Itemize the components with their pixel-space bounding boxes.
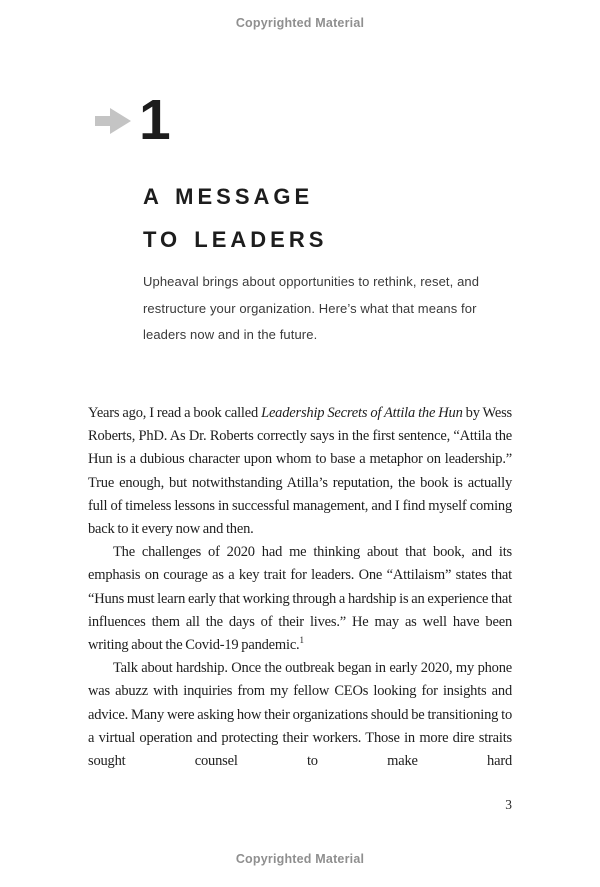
chapter-title-line2: TO LEADERS (143, 226, 328, 252)
page-number: 3 (505, 797, 512, 812)
paragraph-2-text: The challenges of 2020 had me thinking about that book, and its emphasis on courage as a key trait for leaders. One “Attilaism” states that “Huns must learn early that working through a hardship is an experience that influences them all the days of their lives.” He may as well have been writing about the Covid-19 pandemic. (88, 544, 512, 654)
paragraph-1-text-pre: Years ago, I read a book called (88, 405, 262, 421)
book-title-italic: Leadership Secrets of Attila the Hun (261, 405, 463, 421)
right-arrow-icon (95, 107, 131, 135)
chapter-number: 1 (139, 88, 171, 152)
paragraph-2 (88, 541, 512, 657)
chapter-title (143, 176, 327, 261)
paragraph-1 (88, 402, 512, 541)
paragraph-1-text-post: by Wess Roberts, PhD. As Dr. Roberts correctly says in the first sentence, “Attila the Hun is a dubious character upon whom to base a metaphor on leadership.” True enough, but notwithstanding Atilla’s reputation, the book is actually full of timeless lessons in successful management, and I find myself coming back to it every now and then. (88, 405, 513, 538)
copyright-notice-bottom: Copyrighted Material (235, 852, 365, 866)
copyright-notice-top: Copyrighted Material (235, 16, 365, 30)
chapter-intro: Upheaval brings about opportunities to rethink, reset, and restructure your organization. Here’s what that means for leaders now and in the future. (143, 274, 480, 342)
paragraph-3: Talk about hardship. Once the outbreak began in early 2020, my phone was abuzz with inquiries from my fellow CEOs looking for insights and advice. Many were asking how their organizations should be transitioning to a virtual operation and protecting their workers. Those in more dire straits sought counsel to make hard (88, 660, 512, 770)
body-text (88, 402, 512, 773)
footnote-reference: 1 (299, 635, 304, 646)
chapter-title-line1: A MESSAGE (143, 184, 314, 209)
